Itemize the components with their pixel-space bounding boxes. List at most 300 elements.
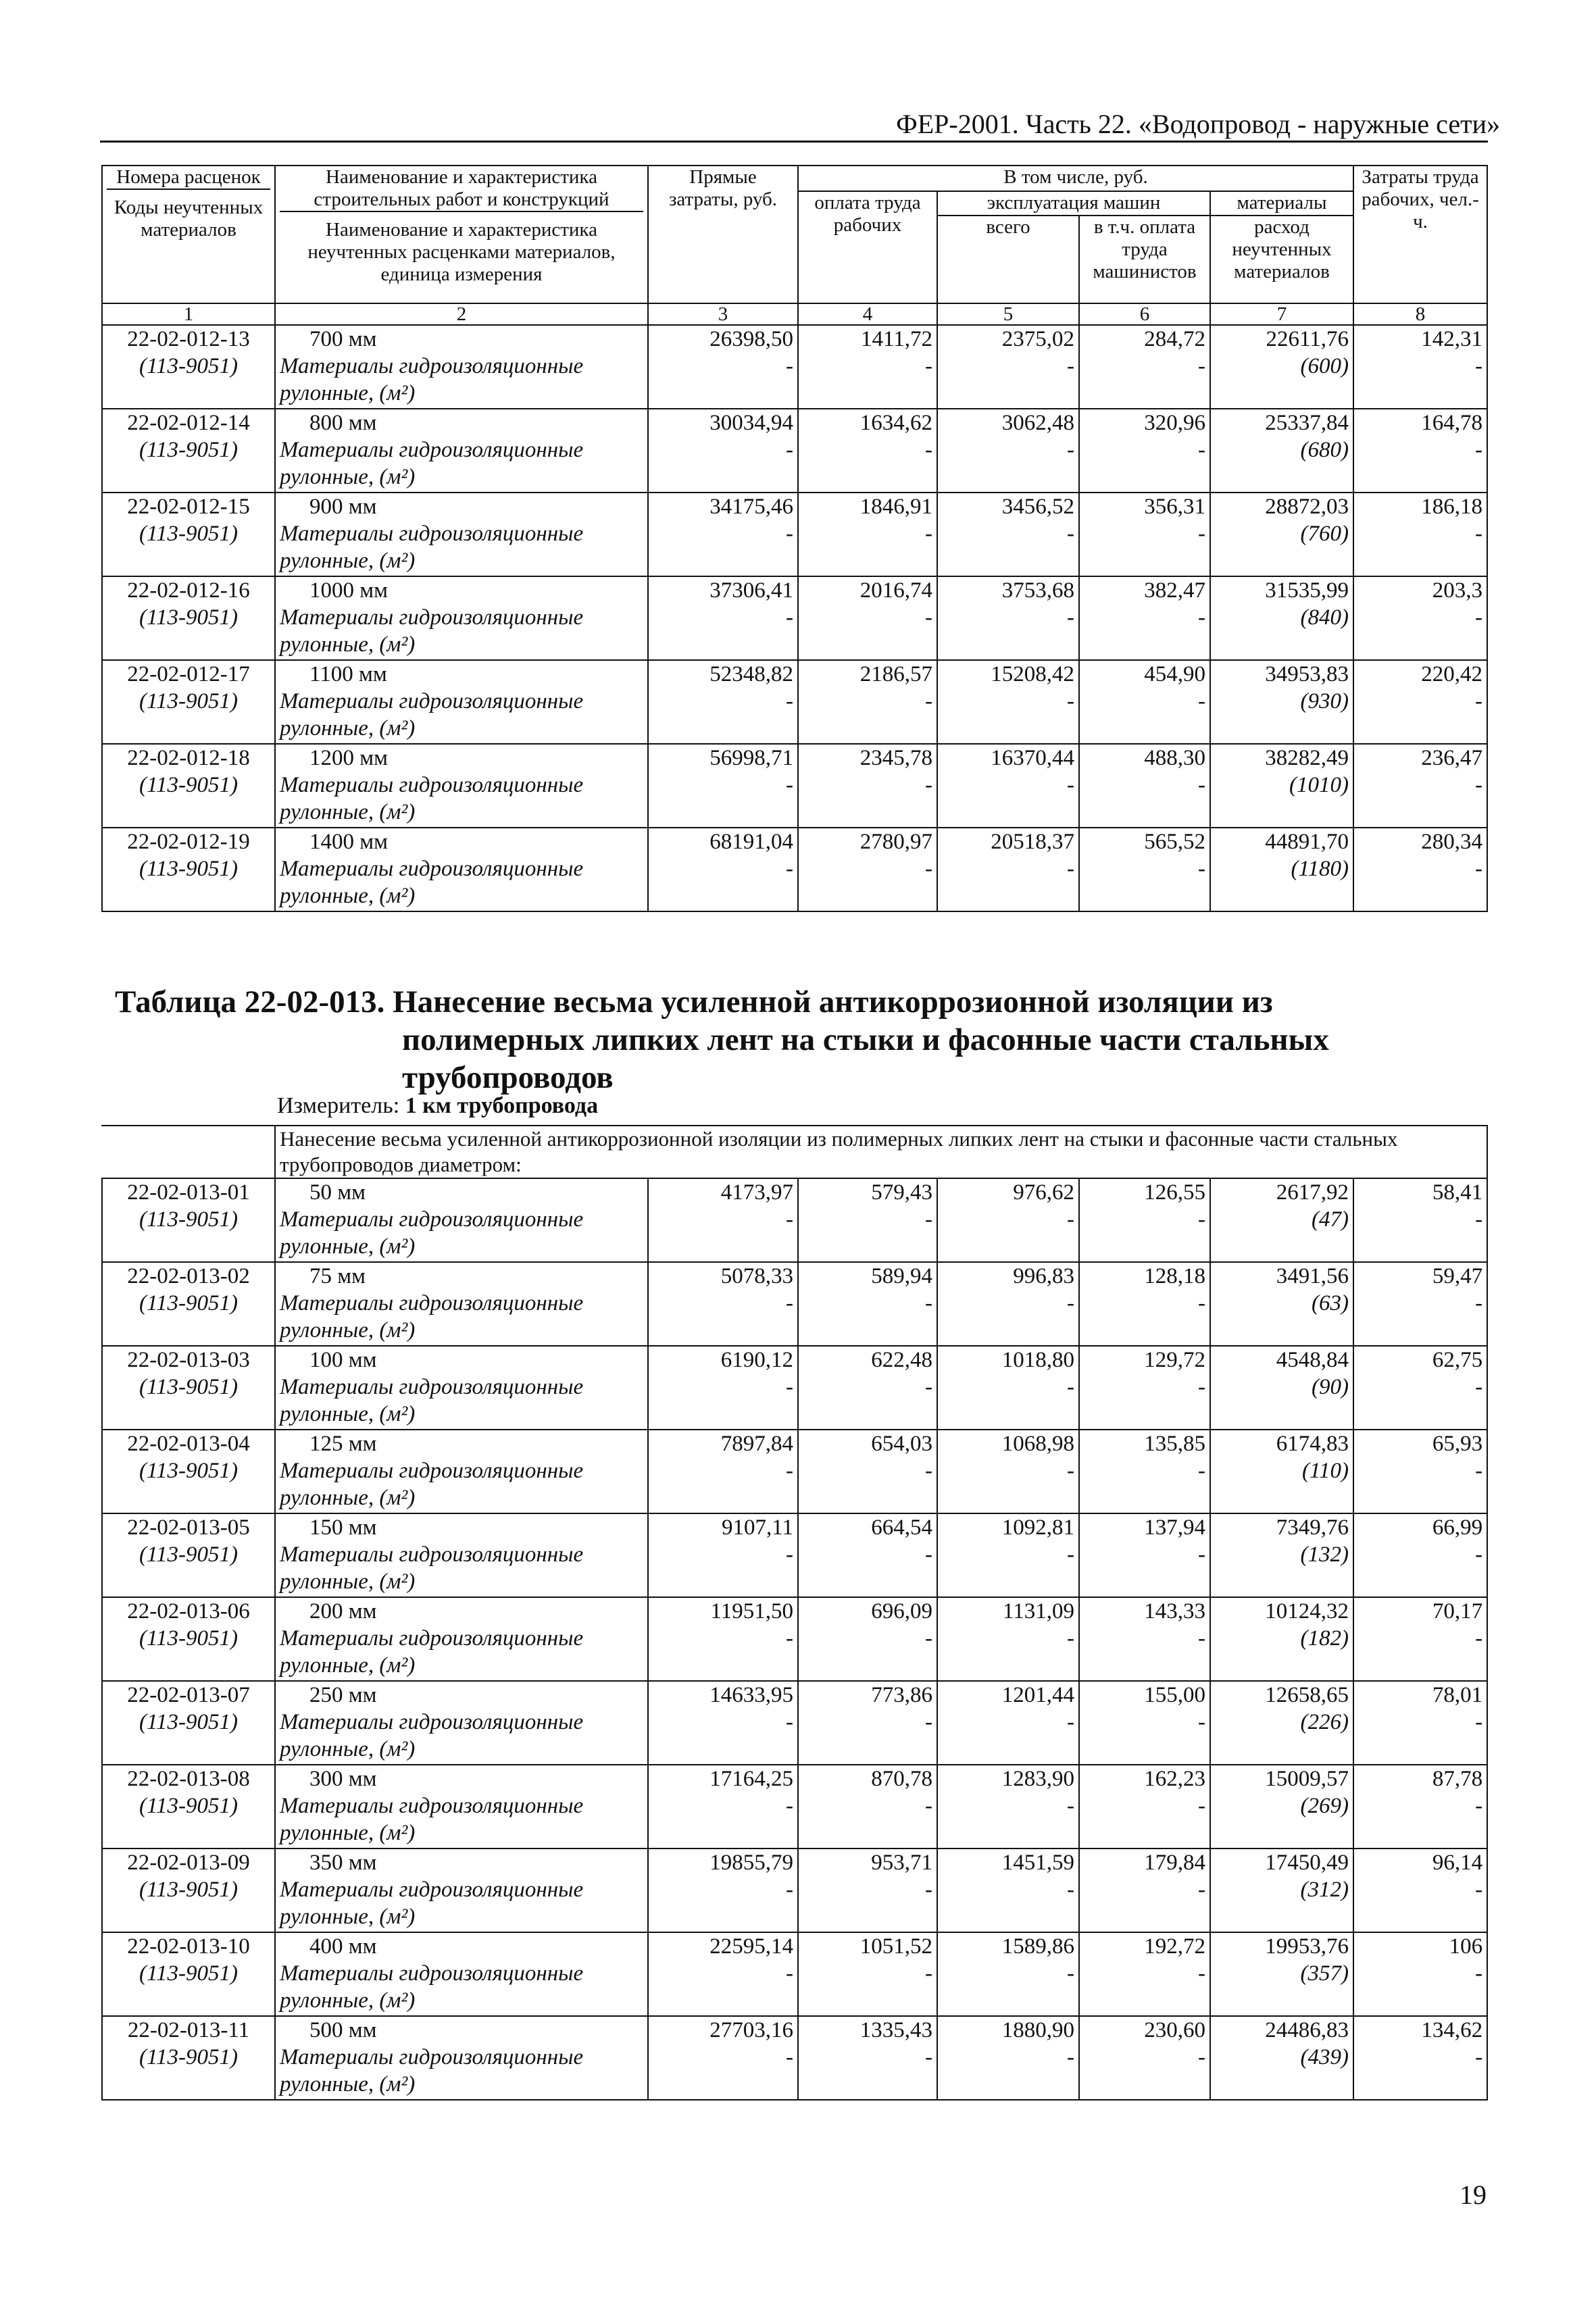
machines-total: 1131,09 [1002, 1599, 1074, 1624]
materials-cost: 7349,76 [1276, 1515, 1349, 1540]
dash: - [786, 1291, 793, 1315]
labor-hours-cell [1353, 576, 1487, 660]
machinist-pay-cell [1079, 1932, 1210, 2016]
table-row [102, 1262, 1487, 1346]
dash: - [786, 1961, 793, 1986]
direct-cost: 14633,95 [709, 1683, 793, 1707]
labor-hours-cell [1353, 2016, 1487, 2100]
material-code: (113-9051) [139, 1542, 239, 1567]
col-name-header: Наименование и характеристика строительных работ и конструкций Наименование и характеристика неучтенных расценками материалов, единица измерения [275, 166, 648, 303]
dash: - [1198, 1375, 1205, 1399]
dash: - [1067, 1542, 1074, 1567]
direct-cost-cell [648, 1681, 798, 1765]
machines-total-cell [937, 1597, 1079, 1681]
pipe-diameter: 500 мм [309, 2018, 377, 2042]
section-heading-row [102, 1126, 1487, 1178]
dash: - [1198, 354, 1205, 378]
labor-hours-cell [1353, 1597, 1487, 1681]
rate-code: 22-02-012-18 [127, 746, 250, 770]
measure-label: Измеритель: [277, 1093, 400, 1118]
labor-hours: 236,47 [1421, 746, 1482, 770]
table-body [102, 1126, 1487, 2100]
material-name: Материалы гидроизоляционные рулонные, (м²) [280, 1542, 584, 1594]
labor-pay-cell [798, 1513, 937, 1597]
materials-cost: 10124,32 [1265, 1599, 1349, 1624]
machinist-pay: 179,84 [1144, 1851, 1205, 1875]
work-name-cell [275, 828, 648, 911]
dash: - [1475, 1961, 1483, 1986]
labor-hours-cell [1353, 409, 1487, 493]
machinist-pay: 128,18 [1144, 1264, 1205, 1288]
labor-pay-cell [798, 1597, 937, 1681]
materials-cost: 34953,83 [1265, 662, 1349, 686]
table-row [102, 576, 1487, 660]
direct-cost-cell [648, 1597, 798, 1681]
materials-cost-cell [1210, 828, 1353, 911]
materials-cost: 25337,84 [1265, 411, 1349, 435]
dash: - [786, 1878, 793, 1902]
rate-code-cell [102, 1681, 275, 1765]
labor-pay: 579,43 [871, 1180, 932, 1205]
materials-cost-cell [1210, 1932, 1353, 2016]
material-name: Материалы гидроизоляционные рулонные, (м²) [280, 1961, 584, 2013]
work-name-cell [275, 1932, 648, 2016]
labor-pay-cell [798, 1262, 937, 1346]
machinist-pay: 155,00 [1144, 1683, 1205, 1707]
direct-cost: 6190,12 [720, 1348, 793, 1372]
machinist-pay-cell [1079, 1346, 1210, 1430]
dash: - [925, 438, 932, 462]
rate-code-cell [102, 828, 275, 911]
rate-code-cell [102, 2016, 275, 2100]
machinist-pay-cell [1079, 576, 1210, 660]
machines-total-cell [937, 576, 1079, 660]
table-body [102, 325, 1487, 911]
machines-total-cell [937, 1765, 1079, 1848]
machines-total-cell [937, 828, 1079, 911]
machines-total-cell [937, 1848, 1079, 1932]
dash: - [1475, 2045, 1483, 2069]
dash: - [1067, 1459, 1074, 1483]
direct-cost: 22595,14 [709, 1934, 793, 1959]
material-code: (113-9051) [139, 605, 239, 630]
rate-code: 22-02-013-05 [127, 1515, 250, 1540]
material-quantity: (110) [1301, 1459, 1349, 1483]
direct-cost: 4173,97 [720, 1180, 793, 1205]
pipe-diameter: 1200 мм [309, 746, 389, 770]
pipe-diameter: 50 мм [309, 1180, 366, 1205]
measure-unit [277, 1093, 598, 1119]
table-row [102, 1765, 1487, 1848]
dash: - [1198, 438, 1205, 462]
dash: - [925, 2045, 932, 2069]
machines-total-cell [937, 1430, 1079, 1513]
pipe-diameter: 150 мм [309, 1515, 377, 1540]
direct-cost: 5078,33 [720, 1264, 793, 1288]
labor-hours: 62,75 [1432, 1348, 1483, 1372]
rates-table-22-02-012 [101, 165, 1488, 912]
pipe-diameter: 300 мм [309, 1767, 377, 1791]
material-code: (113-9051) [139, 773, 239, 797]
rate-code-cell [102, 1430, 275, 1513]
pipe-diameter: 350 мм [309, 1851, 377, 1875]
materials-cost-cell [1210, 493, 1353, 576]
dash: - [925, 1291, 932, 1315]
materials-cost: 3491,56 [1276, 1264, 1349, 1288]
rate-code: 22-02-013-08 [127, 1767, 250, 1791]
dash: - [1198, 1459, 1205, 1483]
labor-pay: 622,48 [871, 1348, 932, 1372]
labor-hours-cell [1353, 493, 1487, 576]
material-quantity: (680) [1300, 438, 1349, 462]
direct-cost-cell [648, 1848, 798, 1932]
table-header [102, 166, 1487, 325]
col-number: 6 [1079, 303, 1210, 325]
material-code: (113-9051) [139, 1375, 239, 1399]
pipe-diameter: 900 мм [309, 495, 377, 519]
machines-total: 1068,98 [1001, 1432, 1074, 1456]
machinist-pay: 284,72 [1144, 327, 1205, 351]
materials-cost: 19953,76 [1265, 1934, 1349, 1959]
labor-pay-cell [798, 1765, 937, 1848]
col-number: 8 [1353, 303, 1487, 325]
machinist-pay: 143,33 [1144, 1599, 1205, 1624]
materials-cost: 38282,49 [1265, 746, 1349, 770]
table-row [102, 1430, 1487, 1513]
pipe-diameter: 1400 мм [309, 830, 389, 854]
labor-hours-cell [1353, 1848, 1487, 1932]
material-name: Материалы гидроизоляционные рулонные, (м²) [280, 1459, 584, 1510]
labor-hours: 96,14 [1432, 1851, 1483, 1875]
direct-cost-cell [648, 828, 798, 911]
rate-code-cell [102, 1346, 275, 1430]
dash: - [1067, 1878, 1074, 1902]
work-name-cell [275, 1597, 648, 1681]
direct-cost-cell [648, 493, 798, 576]
direct-cost: 17164,25 [709, 1767, 793, 1791]
material-quantity: (1180) [1291, 857, 1349, 881]
pipe-diameter: 250 мм [309, 1683, 377, 1707]
machinist-pay-cell [1079, 744, 1210, 828]
direct-cost-cell [648, 1178, 798, 1262]
machines-total: 1201,44 [1001, 1683, 1074, 1707]
material-quantity: (439) [1300, 2045, 1349, 2069]
dash: - [1067, 2045, 1074, 2069]
material-code: (113-9051) [139, 1291, 239, 1315]
work-name-cell [275, 1848, 648, 1932]
dash: - [925, 1961, 932, 1986]
labor-pay-cell [798, 1178, 937, 1262]
machines-total: 16370,44 [991, 746, 1074, 770]
direct-cost: 7897,84 [720, 1432, 793, 1456]
dash: - [925, 857, 932, 881]
dash: - [786, 857, 793, 881]
machinist-pay: 320,96 [1144, 411, 1205, 435]
rate-code: 22-02-012-19 [127, 830, 250, 854]
table-row [102, 828, 1487, 911]
machines-total: 996,83 [1013, 1264, 1074, 1288]
table-row [102, 493, 1487, 576]
labor-pay-cell [798, 576, 937, 660]
materials-cost: 22611,76 [1266, 327, 1349, 351]
col-number: 2 [275, 303, 648, 325]
labor-hours: 203,3 [1432, 578, 1482, 603]
direct-cost-cell [648, 1765, 798, 1848]
machinist-pay-cell [1079, 493, 1210, 576]
dash: - [1067, 689, 1074, 713]
labor-pay: 1411,72 [860, 327, 932, 351]
table-row [102, 409, 1487, 493]
material-name: Материалы гидроизоляционные рулонные, (м²) [280, 605, 584, 657]
table-row [102, 1932, 1487, 2016]
labor-hours: 280,34 [1421, 830, 1482, 854]
machinist-pay-cell [1079, 325, 1210, 409]
labor-hours: 66,99 [1432, 1515, 1483, 1540]
col-labor-cost-header: Затраты труда рабочих, чел.-ч. [1353, 166, 1487, 303]
material-quantity: (930) [1300, 689, 1349, 713]
material-quantity: (47) [1312, 1207, 1349, 1232]
machinist-pay: 137,94 [1144, 1515, 1205, 1540]
material-name: Материалы гидроизоляционные рулонные, (м²) [280, 522, 584, 573]
material-name: Материалы гидроизоляционные рулонные, (м²) [280, 773, 584, 824]
machines-total-cell [937, 325, 1079, 409]
dash: - [1475, 522, 1482, 546]
labor-hours-cell [1353, 325, 1487, 409]
dash: - [786, 522, 793, 546]
direct-cost: 68191,04 [709, 830, 793, 854]
material-code: (113-9051) [139, 1961, 239, 1986]
dash: - [1067, 605, 1074, 630]
dash: - [925, 773, 932, 797]
labor-pay-cell [798, 1932, 937, 2016]
machinist-pay-cell [1079, 1848, 1210, 1932]
machines-total: 1018,80 [1001, 1348, 1074, 1372]
material-quantity: (840) [1300, 605, 1349, 630]
pipe-diameter: 1100 мм [309, 662, 387, 686]
dash: - [1198, 2045, 1205, 2069]
machines-total: 1451,59 [1001, 1851, 1074, 1875]
material-name: Материалы гидроизоляционные рулонные, (м²) [280, 1626, 584, 1678]
material-code: (113-9051) [139, 1710, 239, 1734]
pipe-diameter: 200 мм [309, 1599, 377, 1624]
dash: - [925, 1542, 932, 1567]
rate-code-cell [102, 660, 275, 744]
labor-hours: 220,42 [1421, 662, 1482, 686]
materials-cost: 12658,65 [1265, 1683, 1349, 1707]
machines-total-cell [937, 744, 1079, 828]
machinist-pay-cell [1079, 660, 1210, 744]
rate-code-cell [102, 325, 275, 409]
rate-code-cell [102, 1178, 275, 1262]
material-quantity: (269) [1300, 1794, 1349, 1818]
dash: - [1475, 605, 1482, 630]
machines-total-cell [937, 2016, 1079, 2100]
labor-pay: 2780,97 [859, 830, 932, 854]
rate-code: 22-02-012-14 [127, 411, 250, 435]
dash: - [1475, 438, 1482, 462]
direct-cost-cell [648, 1932, 798, 2016]
dash: - [786, 773, 793, 797]
direct-cost: 56998,71 [709, 746, 793, 770]
dash: - [1475, 1207, 1483, 1232]
dash: - [786, 1710, 793, 1734]
work-name-cell [275, 1262, 648, 1346]
materials-cost-cell [1210, 409, 1353, 493]
material-code: (113-9051) [139, 354, 239, 378]
labor-pay: 1634,62 [859, 411, 932, 435]
machines-total-cell [937, 660, 1079, 744]
direct-cost-cell [648, 2016, 798, 2100]
machinist-pay: 454,90 [1144, 662, 1205, 686]
rate-code-cell [102, 1932, 275, 2016]
dash: - [1475, 1542, 1483, 1567]
rate-code-cell [102, 576, 275, 660]
rate-code-cell [102, 1765, 275, 1848]
material-name: Материалы гидроизоляционные рулонные, (м²) [280, 1710, 584, 1761]
materials-cost: 24486,83 [1265, 2018, 1349, 2042]
col-machines-total-header: всего [937, 216, 1079, 303]
labor-hours-cell [1353, 660, 1487, 744]
dash: - [1198, 773, 1205, 797]
machinist-pay-cell [1079, 1765, 1210, 1848]
material-quantity: (1010) [1289, 773, 1349, 797]
dash: - [1475, 1291, 1483, 1315]
material-name: Материалы гидроизоляционные рулонные, (м²) [280, 1207, 584, 1259]
work-name-cell [275, 1681, 648, 1765]
material-name: Материалы гидроизоляционные рулонные, (м²) [280, 438, 584, 489]
labor-pay-cell [798, 1681, 937, 1765]
material-quantity: (357) [1300, 1961, 1349, 1986]
labor-hours: 106 [1449, 1934, 1483, 1959]
rate-code: 22-02-013-07 [127, 1683, 250, 1707]
dash: - [1067, 1626, 1074, 1651]
dash: - [1067, 1207, 1074, 1232]
direct-cost-cell [648, 1346, 798, 1430]
labor-hours: 65,93 [1432, 1432, 1483, 1456]
machines-total: 1092,81 [1001, 1515, 1074, 1540]
direct-cost: 52348,82 [709, 662, 793, 686]
machines-total-cell [937, 493, 1079, 576]
dash: - [1198, 522, 1205, 546]
labor-hours: 59,47 [1432, 1264, 1483, 1288]
labor-pay: 664,54 [871, 1515, 932, 1540]
materials-cost: 28872,03 [1265, 495, 1349, 519]
dash: - [925, 1626, 932, 1651]
work-name-cell [275, 1513, 648, 1597]
dash: - [1198, 605, 1205, 630]
labor-pay: 1335,43 [859, 2018, 932, 2042]
labor-hours-cell [1353, 828, 1487, 911]
labor-hours: 186,18 [1421, 495, 1482, 519]
machines-total: 1880,90 [1001, 2018, 1074, 2042]
rate-code-cell [102, 493, 275, 576]
materials-cost: 31535,99 [1265, 578, 1349, 603]
pipe-diameter: 75 мм [309, 1264, 366, 1288]
dash: - [1198, 1710, 1205, 1734]
materials-cost: 6174,83 [1276, 1432, 1349, 1456]
labor-hours: 70,17 [1432, 1599, 1483, 1624]
rate-code: 22-02-013-04 [127, 1432, 250, 1456]
material-code: (113-9051) [139, 1626, 239, 1651]
labor-pay-cell [798, 2016, 937, 2100]
direct-cost-cell [648, 409, 798, 493]
work-name-cell [275, 660, 648, 744]
dash: - [786, 438, 793, 462]
col-number: 3 [648, 303, 798, 325]
direct-cost: 37306,41 [709, 578, 793, 603]
dash: - [1067, 1375, 1074, 1399]
dash: - [925, 1878, 932, 1902]
col-labor-pay-header: оплата труда рабочих [798, 191, 937, 303]
labor-hours: 58,41 [1432, 1180, 1483, 1205]
labor-pay-cell [798, 325, 937, 409]
dash: - [1067, 438, 1074, 462]
table-title-line: Таблица 22-02-013. Нанесение весьма усиленной антикоррозионной изоляции из [115, 984, 1273, 1020]
rate-code: 22-02-012-13 [127, 327, 250, 351]
machinist-pay-cell [1079, 1430, 1210, 1513]
labor-hours-cell [1353, 1178, 1487, 1262]
dash: - [1067, 857, 1074, 881]
machinist-pay-cell [1079, 1597, 1210, 1681]
materials-cost-cell [1210, 1597, 1353, 1681]
machines-total-cell [937, 1346, 1079, 1430]
dash: - [1475, 1878, 1483, 1902]
dash: - [1067, 354, 1074, 378]
material-name: Материалы гидроизоляционные рулонные, (м²) [280, 1291, 584, 1342]
machinist-pay: 565,52 [1144, 830, 1205, 854]
rate-code-cell [102, 1262, 275, 1346]
dash: - [786, 1375, 793, 1399]
material-quantity: (226) [1300, 1710, 1349, 1734]
table-title-continuation: полимерных липких лент на стыки и фасонные части стальных трубопроводов [402, 1022, 1329, 1095]
dash: - [1475, 857, 1482, 881]
material-code: (113-9051) [139, 857, 239, 881]
material-name: Материалы гидроизоляционные рулонные, (м²) [280, 1375, 584, 1426]
work-name-cell [275, 744, 648, 828]
rate-code: 22-02-013-10 [127, 1934, 250, 1959]
machines-total: 3062,48 [1001, 411, 1074, 435]
dash: - [1067, 773, 1074, 797]
direct-cost-cell [648, 1513, 798, 1597]
machines-total: 1589,86 [1001, 1934, 1074, 1959]
rate-code: 22-02-013-11 [127, 2018, 250, 2042]
materials-cost-cell [1210, 1681, 1353, 1765]
labor-pay-cell [798, 828, 937, 911]
column-numbers-row [102, 303, 1487, 325]
dash: - [786, 605, 793, 630]
machinist-pay-cell [1079, 2016, 1210, 2100]
material-name: Материалы гидроизоляционные рулонные, (м²) [280, 1794, 584, 1845]
material-name: Материалы гидроизоляционные рулонные, (м²) [280, 2045, 584, 2096]
rate-code-cell [102, 744, 275, 828]
material-code: (113-9051) [139, 689, 239, 713]
dash: - [925, 605, 932, 630]
machinist-pay: 129,72 [1144, 1348, 1205, 1372]
labor-hours-cell [1353, 1681, 1487, 1765]
labor-hours-cell [1353, 1262, 1487, 1346]
work-name-cell [275, 576, 648, 660]
table-row [102, 325, 1487, 409]
machines-total-cell [937, 1681, 1079, 1765]
rate-code-cell [102, 1597, 275, 1681]
direct-cost: 34175,46 [709, 495, 793, 519]
dash: - [786, 1794, 793, 1818]
material-code: (113-9051) [139, 2045, 239, 2069]
materials-cost: 17450,49 [1265, 1851, 1349, 1875]
direct-cost: 26398,50 [709, 327, 793, 351]
labor-hours-cell [1353, 1346, 1487, 1430]
machinist-pay-cell [1079, 1262, 1210, 1346]
